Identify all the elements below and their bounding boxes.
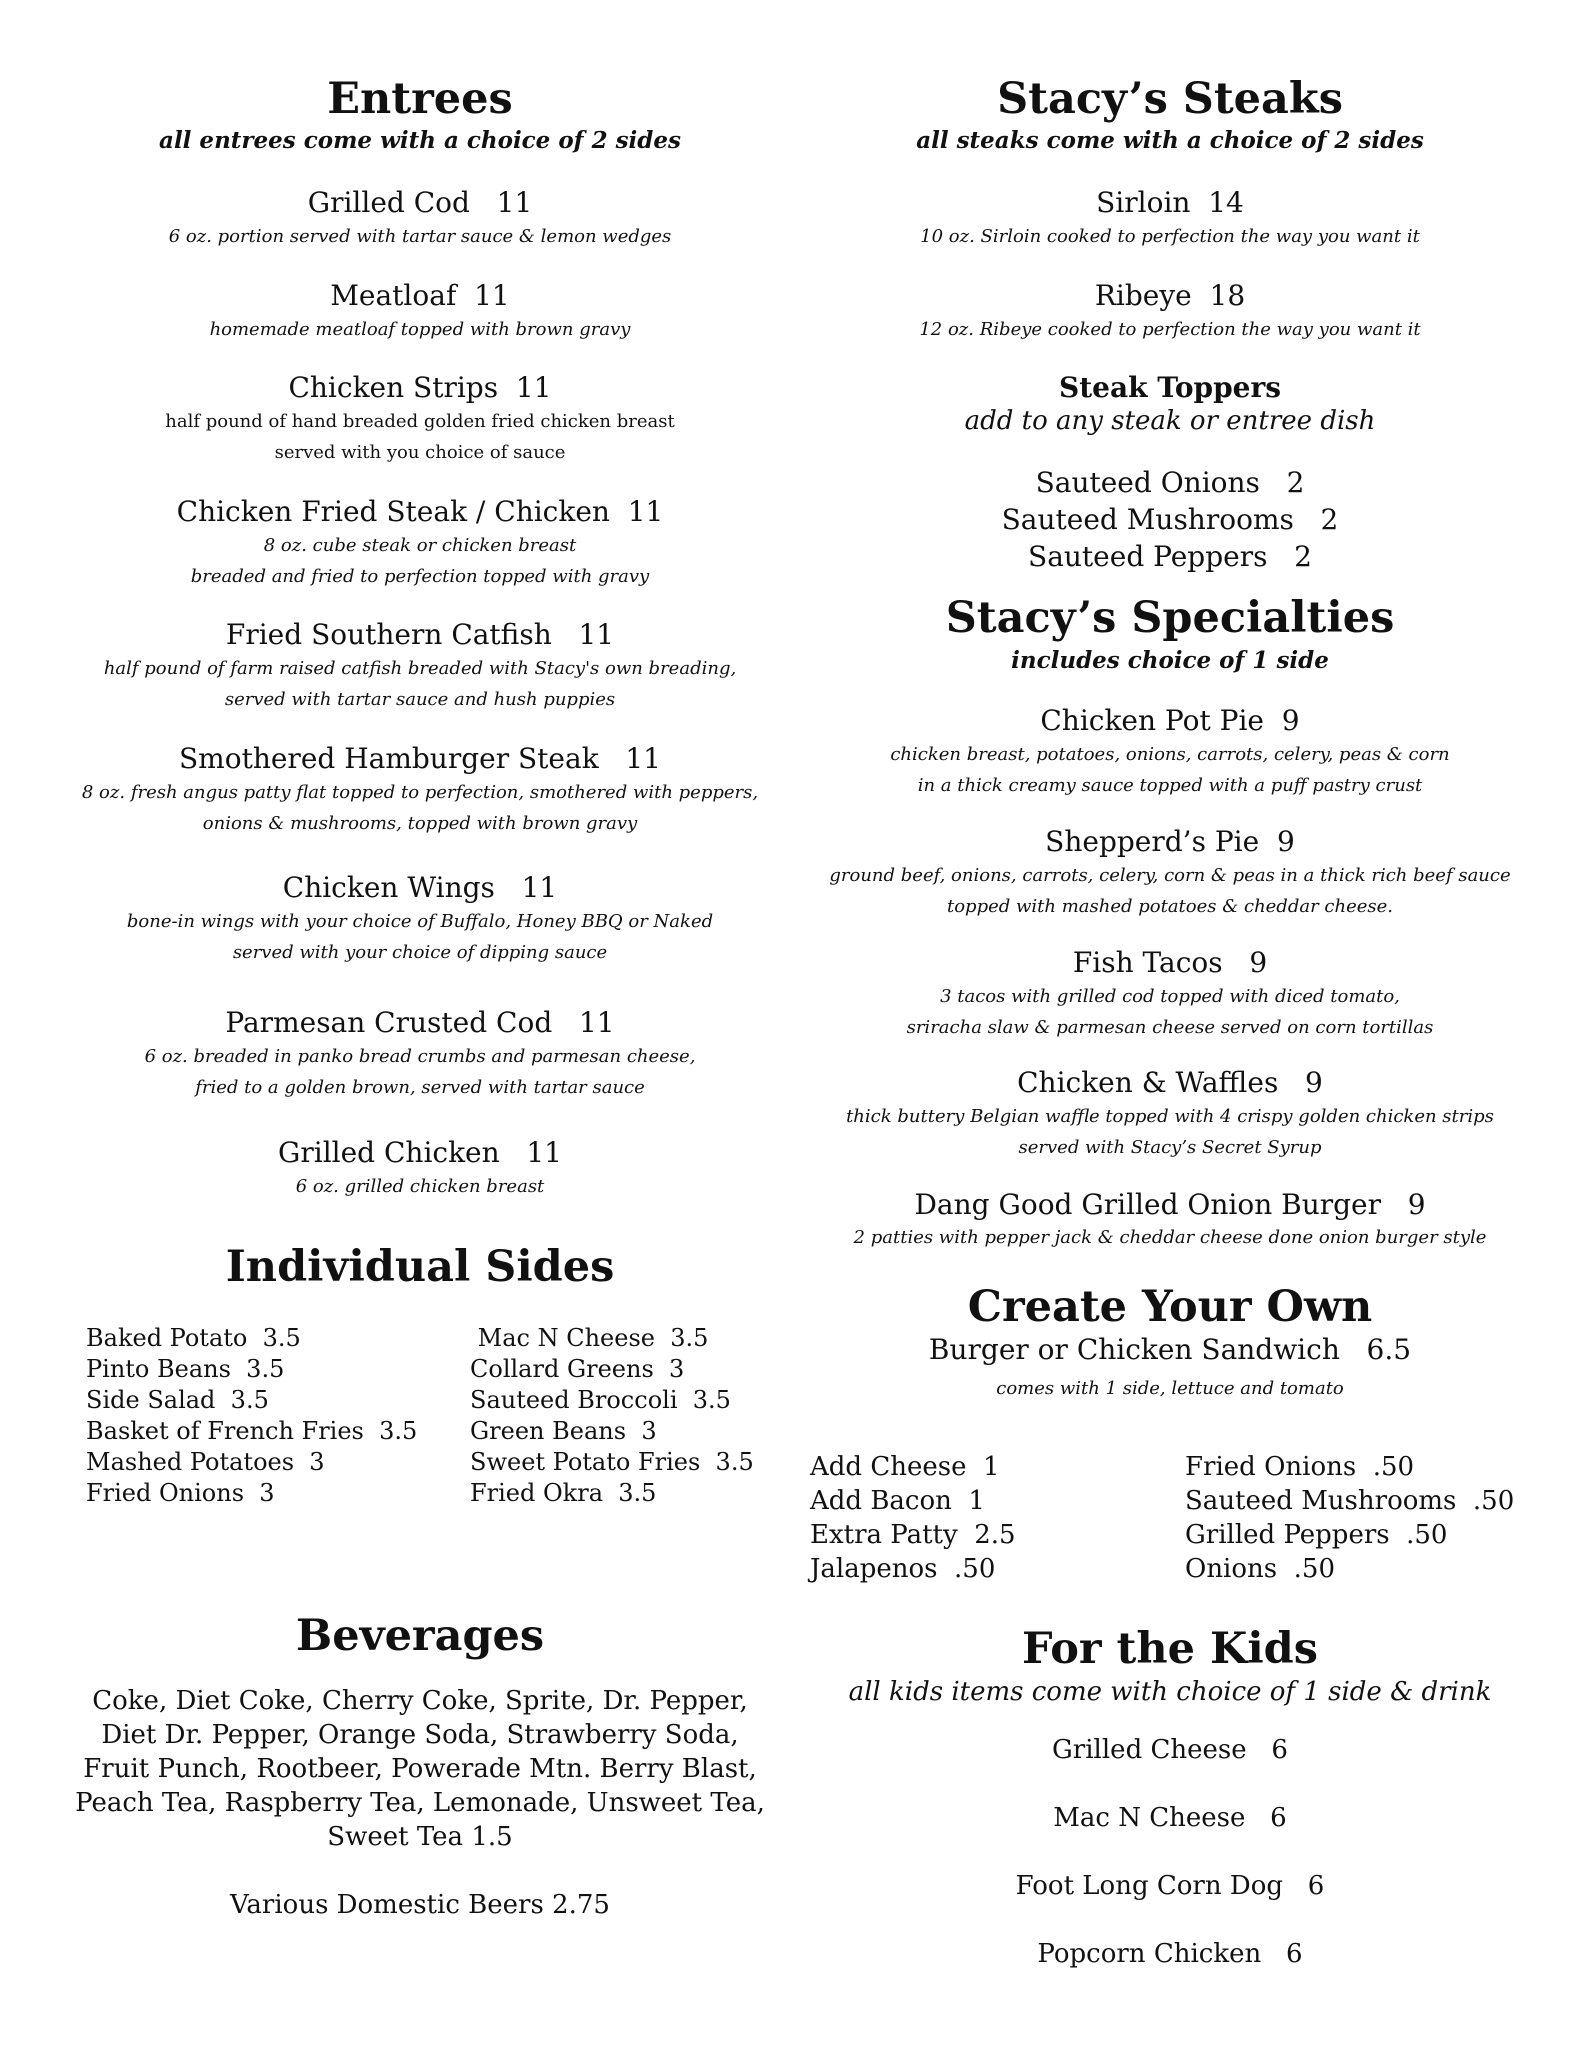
kids-item: Mac N Cheese 6	[1053, 1803, 1287, 1833]
topper-item: Sauteed Peppers 2	[1028, 540, 1312, 573]
side-item: Green Beans 3	[470, 1417, 657, 1445]
menu-item-desc: served with Stacy’s Secret Syrup	[1018, 1137, 1322, 1158]
menu-item-name: Shepperd’s Pie 9	[1045, 825, 1295, 858]
menu-item-desc: thick buttery Belgian waffle topped with 4 crispy golden chicken strips	[846, 1106, 1494, 1127]
side-item: Sweet Potato Fries 3.5	[470, 1448, 754, 1476]
menu-item-name: Grilled Chicken 11	[277, 1136, 562, 1169]
side-item: Pinto Beans 3.5	[86, 1355, 285, 1383]
menu-item-name: Dang Good Grilled Onion Burger 9	[914, 1188, 1426, 1221]
side-item: Mac N Cheese 3.5	[470, 1324, 709, 1352]
specialties-subtitle: includes choice of 1 side	[1011, 647, 1329, 674]
addon-item: Fried Onions .50	[1185, 1452, 1415, 1482]
topper-item: Sauteed Mushrooms 2	[1001, 503, 1339, 536]
kids-item: Popcorn Chicken 6	[1037, 1939, 1303, 1969]
steak-toppers-subtitle: add to any steak or entree dish	[964, 406, 1376, 436]
side-item: Collard Greens 3	[470, 1355, 685, 1383]
menu-item-desc: 6 oz. breaded in panko bread crumbs and parmesan cheese,	[144, 1046, 696, 1067]
create-item: Burger or Chicken Sandwich 6.5	[928, 1333, 1412, 1366]
menu-item-name: Sirloin 14	[1096, 186, 1244, 219]
entrees-subtitle: all entrees come with a choice of 2 sides	[159, 127, 681, 154]
beverages-title: Beverages	[295, 1611, 545, 1661]
addons-list-right	[1185, 1450, 1514, 1586]
menu-item-desc: chicken breast, potatoes, onions, carrots, celery, peas & corn	[890, 744, 1450, 765]
menu-item-desc: topped with mashed potatoes & cheddar cheese.	[946, 896, 1394, 917]
beverage-line: Fruit Punch, Rootbeer, Powerade Mtn. Berry Blast,	[83, 1754, 757, 1784]
addon-item: Extra Patty 2.5	[810, 1520, 1016, 1550]
menu-item-desc: 2 patties with pepper jack & cheddar cheese done onion burger style	[853, 1227, 1487, 1248]
beverage-line: Sweet Tea 1.5	[327, 1822, 513, 1852]
side-item: Side Salad 3.5	[86, 1386, 269, 1414]
create-desc: comes with 1 side, lettuce and tomato	[996, 1378, 1344, 1399]
addon-item: Onions .50	[1185, 1554, 1335, 1584]
menu-item-name: Chicken & Waffles 9	[1017, 1066, 1323, 1099]
steak-toppers-title: Steak Toppers	[1058, 371, 1282, 404]
addon-item: Add Bacon 1	[810, 1486, 985, 1516]
menu-item-desc: bone-in wings with your choice of Buffalo, Honey BBQ or Naked	[126, 911, 714, 932]
menu-item-name: Fish Tacos 9	[1072, 946, 1268, 979]
menu-item-name: Fried Southern Catfish 11	[225, 618, 615, 651]
menu-item-desc: half pound of hand breaded golden fried chicken breast	[165, 411, 675, 432]
menu-item-name: Chicken Strips 11	[288, 371, 552, 404]
menu-item-desc: 8 oz. cube steak or chicken breast	[263, 535, 577, 556]
menu-item-desc: fried to a golden brown, served with tartar sauce	[195, 1077, 645, 1098]
menu-item-name: Chicken Pot Pie 9	[1040, 704, 1300, 737]
side-item: Sauteed Broccoli 3.5	[470, 1386, 731, 1414]
menu-item-desc: 10 oz. Sirloin cooked to perfection the way you want it	[920, 226, 1420, 247]
menu-item-name: Smothered Hamburger Steak 11	[178, 742, 661, 775]
beer-line: Various Domestic Beers 2.75	[230, 1890, 610, 1920]
side-item: Fried Onions 3	[86, 1479, 275, 1507]
addon-item: Jalapenos .50	[810, 1554, 996, 1584]
menu-item-desc: onions & mushrooms, topped with brown gravy	[202, 813, 638, 834]
side-item: Mashed Potatoes 3	[86, 1448, 325, 1476]
menu-item-name: Grilled Cod 11	[307, 186, 533, 219]
kids-item: Foot Long Corn Dog 6	[1015, 1871, 1325, 1901]
addon-item: Add Cheese 1	[810, 1452, 1000, 1482]
side-item: Basket of French Fries 3.5	[86, 1417, 418, 1445]
menu-item-desc: breaded and fried to perfection topped with gravy	[190, 566, 650, 587]
topper-item: Sauteed Onions 2	[1035, 466, 1305, 499]
side-item: Fried Okra 3.5	[470, 1479, 657, 1507]
kids-title: For the Kids	[1022, 1624, 1318, 1674]
menu-item-desc: in a thick creamy sauce topped with a puff pastry crust	[917, 775, 1423, 796]
sides-list-right	[470, 1323, 754, 1509]
sides-list-left	[86, 1323, 417, 1509]
menu-item-name: Meatloaf 11	[330, 279, 510, 312]
menu-item-desc: 6 oz. portion served with tartar sauce & lemon wedges	[168, 226, 672, 247]
menu-item-desc: ground beef, onions, carrots, celery, corn & peas in a thick rich beef sauce	[829, 865, 1511, 886]
menu-item-desc: served with your choice of dipping sauce	[232, 942, 608, 963]
menu-item-desc: 3 tacos with grilled cod topped with diced tomato,	[940, 986, 1400, 1007]
menu-item-desc: half pound of farm raised catfish breaded with Stacy's own breading,	[103, 658, 737, 679]
addon-item: Grilled Peppers .50	[1185, 1520, 1448, 1550]
menu-item-desc: sriracha slaw & parmesan cheese served on corn tortillas	[906, 1017, 1434, 1038]
entrees-title: Entrees	[327, 74, 513, 124]
menu-item-name: Ribeye 18	[1094, 279, 1246, 312]
side-item: Baked Potato 3.5	[86, 1324, 301, 1352]
beverage-line: Diet Dr. Pepper, Orange Soda, Strawberry Soda,	[101, 1720, 739, 1750]
addons-list-left	[810, 1450, 1016, 1586]
menu-item-name: Chicken Wings 11	[282, 871, 558, 904]
menu-item-desc: homemade meatloaf topped with brown gravy	[209, 319, 631, 340]
kids-subtitle: all kids items come with choice of 1 side & drink	[848, 1677, 1492, 1707]
kids-item: Grilled Cheese 6	[1052, 1735, 1288, 1765]
menu-item-desc: 12 oz. Ribeye cooked to perfection the way you want it	[919, 319, 1421, 340]
create-title: Create Your Own	[967, 1282, 1373, 1332]
specialties-title: Stacy’s Specialties	[945, 593, 1395, 643]
sides-title: Individual Sides	[225, 1242, 615, 1292]
addon-item: Sauteed Mushrooms .50	[1185, 1486, 1515, 1516]
menu-item-desc: 8 oz. fresh angus patty flat topped to perfection, smothered with peppers,	[81, 782, 759, 803]
left-column	[40, 0, 800, 2048]
beverage-line: Coke, Diet Coke, Cherry Coke, Sprite, Dr. Pepper,	[92, 1686, 748, 1716]
steaks-title: Stacy’s Steaks	[997, 74, 1343, 124]
menu-item-name: Parmesan Crusted Cod 11	[225, 1006, 615, 1039]
menu-item-name: Chicken Fried Steak / Chicken 11	[176, 495, 664, 528]
right-column	[790, 0, 1550, 2048]
steaks-subtitle: all steaks come with a choice of 2 sides	[916, 127, 1424, 154]
menu-item-desc: served with tartar sauce and hush puppies	[224, 689, 616, 710]
menu-item-desc: served with you choice of sauce	[274, 442, 566, 463]
menu-item-desc: 6 oz. grilled chicken breast	[295, 1176, 545, 1197]
beverage-line: Peach Tea, Raspberry Tea, Lemonade, Unsweet Tea,	[75, 1788, 765, 1818]
